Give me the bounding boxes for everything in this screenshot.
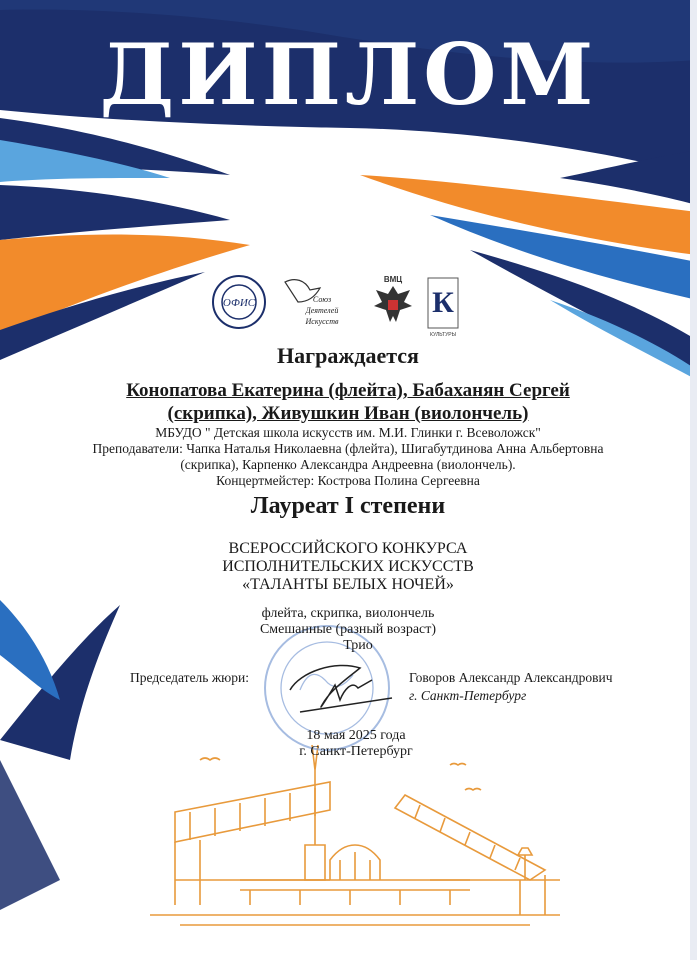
teachers-line-1: Преподаватели: Чапка Наталья Николаевна (флейта), Шигабутдинова Анна Альбертовна [92, 441, 604, 456]
issue-date-block [56, 728, 656, 760]
right-edge-strip [690, 0, 697, 960]
awardee-names-line-1: Конопатова Екатерина (флейта), Бабаханян Сергей [126, 380, 570, 401]
partner-logos [210, 272, 460, 340]
awarded-label: Награждается [277, 343, 419, 368]
diploma-title: ДИПЛОМ [99, 25, 598, 124]
accompanist: Концертмейстер: Кострова Полина Сергеевна [216, 473, 480, 488]
chair-signature [290, 665, 392, 712]
contest-line-3: «ТАЛАНТЫ БЕЛЫХ НОЧЕЙ» [242, 576, 454, 593]
svg-text:Искусств: Искусств [305, 317, 339, 326]
school-name: МБУДО " Детская школа искусств им. М.И. Глинки г. Всеволожск" [155, 425, 541, 440]
issue-city: г. Санкт-Петербург [299, 744, 413, 759]
category: Трио [343, 638, 373, 653]
vmts-eagle-logo-icon [368, 272, 418, 340]
awardee-names-line-2: (скрипка), Живушкин Иван (виолончель) [167, 403, 529, 424]
instruments: флейта, скрипка, виолончель [261, 606, 435, 621]
jury-chair-name: Говоров Александр Александрович [409, 670, 613, 685]
lower-left-navy-swoosh-2 [0, 760, 60, 910]
contest-name [48, 540, 648, 594]
age-group: Смешанные (разный возраст) [259, 622, 437, 637]
jury-chair-city: г. Санкт-Петербург [409, 688, 527, 703]
svg-text:ВМЦ: ВМЦ [383, 275, 403, 284]
svg-text:КУЛЬТУРЫ: КУЛЬТУРЫ [429, 332, 457, 338]
contest-line-2: ИСПОЛНИТЕЛЬСКИХ ИСКУССТВ [222, 558, 474, 575]
laureate-title: Лауреат I степени [250, 493, 446, 519]
teachers-line-2: (скрипка), Карпенко Александра Андреевна (виолончель). [180, 457, 516, 472]
contest-line-1: ВСЕРОССИЙСКОГО КОНКУРСА [228, 540, 468, 557]
awardee-names [48, 379, 648, 425]
left-navy-wave-2 [0, 185, 230, 240]
svg-text:ОФИС: ОФИС [222, 297, 256, 309]
kultura-logo-icon [426, 272, 460, 340]
svg-text:Деятелей: Деятелей [305, 306, 339, 315]
bridge-illustration [150, 745, 560, 925]
issue-date: 18 мая 2025 года [306, 728, 406, 743]
soyuz-deyateley-logo-icon [280, 272, 356, 340]
contest-details [48, 606, 648, 654]
svg-text:Союз: Союз [312, 295, 332, 304]
ofis-logo-icon [210, 272, 268, 340]
jury-chair-label: Председатель жюри: [130, 670, 249, 685]
svg-text:К: К [432, 286, 454, 319]
teachers [48, 441, 648, 473]
